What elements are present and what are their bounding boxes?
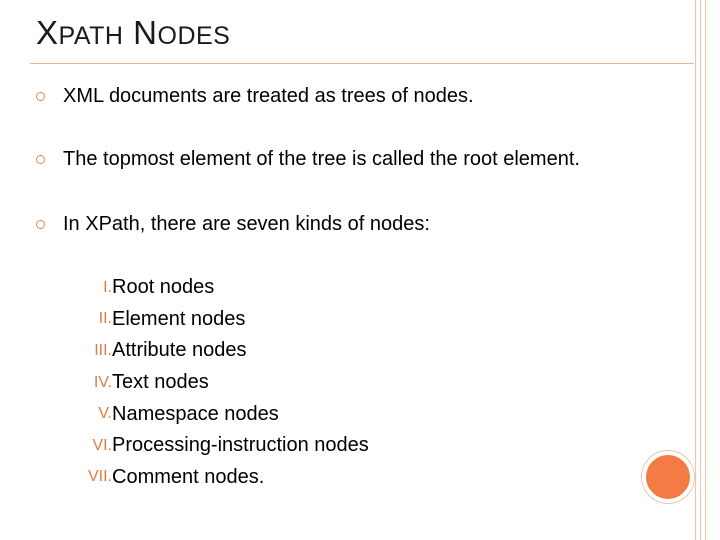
list-label: Attribute nodes (112, 339, 247, 362)
bullet-text: XML documents are treated as trees of nodes. (63, 85, 474, 107)
list-label: Namespace nodes (112, 402, 279, 425)
title-word-odes: ODES (157, 22, 231, 50)
title-letter-n: N (133, 14, 158, 51)
decorative-circle (642, 451, 694, 503)
bullet-text: The topmost element of the tree is called the root element. (63, 148, 580, 170)
list-label: Element nodes (112, 307, 246, 330)
list-numeral: IV. (93, 373, 112, 391)
bullet-text: In XPath, there are seven kinds of nodes: (63, 213, 430, 235)
list-numeral: I. (103, 278, 112, 296)
list-numeral: III. (94, 341, 112, 359)
list-item (78, 398, 369, 430)
title-word-path: PATH (58, 22, 124, 50)
bullet-circle-icon (36, 220, 45, 229)
list-item (78, 367, 369, 399)
list-item (78, 462, 369, 494)
bullet-item (36, 85, 474, 108)
list-label: Text nodes (112, 371, 209, 394)
bullet-circle-icon (36, 92, 45, 101)
title-divider (30, 63, 694, 64)
node-kinds-list (78, 272, 369, 493)
list-item (78, 335, 369, 367)
list-label: Root nodes (112, 276, 215, 299)
decorative-line (705, 0, 706, 540)
list-numeral: II. (98, 310, 112, 328)
bullet-item (36, 213, 430, 236)
list-numeral: V. (98, 405, 112, 423)
slide-title (36, 14, 230, 52)
list-numeral: VII. (87, 468, 112, 486)
list-numeral: VI. (92, 436, 112, 454)
list-item (78, 272, 369, 304)
decorative-line (700, 0, 701, 540)
list-item (78, 304, 369, 336)
list-item (78, 430, 369, 462)
bullet-circle-icon (36, 155, 45, 164)
title-letter-x: X (36, 14, 59, 51)
list-label: Processing-instruction nodes (112, 434, 369, 457)
bullet-item (36, 148, 580, 171)
list-label: Comment nodes. (112, 465, 265, 488)
decorative-line (695, 0, 696, 540)
